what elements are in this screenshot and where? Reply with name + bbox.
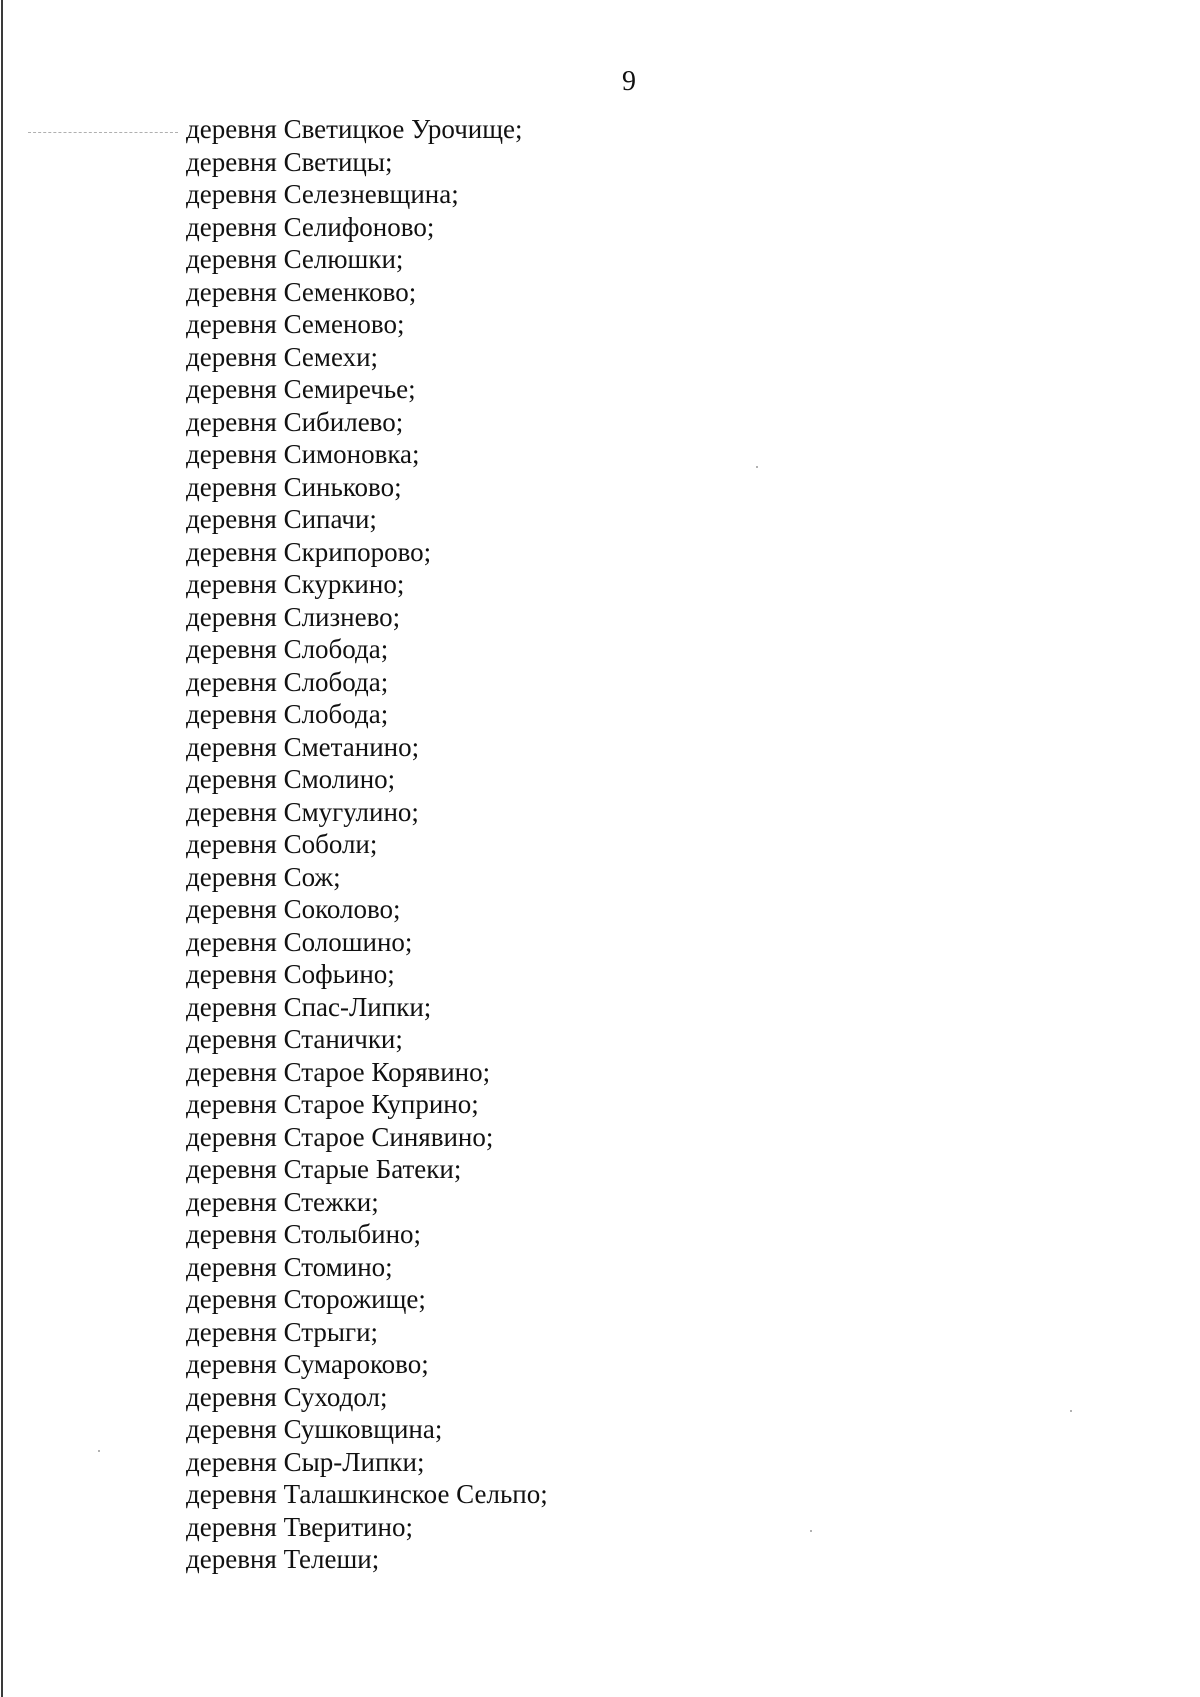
list-item: деревня Сибилево; bbox=[186, 406, 404, 437]
list-item: деревня Селезневщина; bbox=[186, 179, 459, 209]
list-item: деревня Синьково; bbox=[186, 471, 402, 502]
list-item: деревня Скуркино; bbox=[186, 569, 405, 599]
list-item: деревня Светицкое Урочище; bbox=[186, 114, 523, 144]
list-item: деревня Семиречье; bbox=[186, 374, 416, 404]
list-item: деревня Селифоново; bbox=[186, 211, 435, 242]
list-item: деревня Соколово; bbox=[186, 894, 401, 924]
settlement-list bbox=[186, 113, 548, 1576]
list-item: деревня Слобода; bbox=[186, 699, 389, 729]
list-item: деревня Семехи; bbox=[186, 341, 379, 372]
list-item: деревня Сож; bbox=[186, 861, 341, 892]
list-item: деревня Сумароково; bbox=[186, 1349, 429, 1379]
list-item: деревня Слобода; bbox=[186, 666, 389, 697]
list-item: деревня Стрыги; bbox=[186, 1316, 379, 1347]
list-item: деревня Старое Корявино; bbox=[186, 1056, 491, 1087]
list-item: деревня Сушковщина; bbox=[186, 1414, 443, 1444]
scan-speck bbox=[756, 466, 758, 468]
list-item: деревня Слобода; bbox=[186, 634, 389, 664]
list-item: деревня Стежки; bbox=[186, 1186, 379, 1217]
list-item: деревня Семеново; bbox=[186, 309, 405, 339]
list-item: деревня Талашкинское Сельпо; bbox=[186, 1479, 548, 1509]
list-item: деревня Тверитино; bbox=[186, 1511, 413, 1542]
list-item: деревня Светицы; bbox=[186, 146, 393, 177]
scan-speck bbox=[1070, 1410, 1072, 1412]
scan-speck bbox=[98, 1450, 100, 1452]
list-item: деревня Стомино; bbox=[186, 1251, 393, 1282]
page-number: 9 bbox=[622, 66, 636, 97]
scan-dotted-mark bbox=[28, 132, 178, 133]
list-item: деревня Сторожище; bbox=[186, 1284, 426, 1314]
list-item: деревня Софьино; bbox=[186, 959, 395, 989]
list-item: деревня Телеши; bbox=[186, 1544, 380, 1574]
list-item: деревня Суходол; bbox=[186, 1381, 388, 1412]
list-item: деревня Сметанино; bbox=[186, 731, 420, 762]
scan-speck bbox=[810, 1530, 812, 1532]
list-item: деревня Соболи; bbox=[186, 829, 378, 859]
list-item: деревня Старое Куприно; bbox=[186, 1089, 479, 1119]
list-item: деревня Семенково; bbox=[186, 276, 417, 307]
list-item: деревня Смугулино; bbox=[186, 796, 419, 827]
list-item: деревня Сыр-Липки; bbox=[186, 1446, 425, 1477]
scan-edge-line bbox=[1, 0, 3, 1697]
list-item: деревня Симоновка; bbox=[186, 439, 420, 469]
list-item: деревня Сипачи; bbox=[186, 504, 377, 534]
list-item: деревня Селюшки; bbox=[186, 244, 404, 274]
list-item: деревня Старые Батеки; bbox=[186, 1154, 462, 1184]
list-item: деревня Солошино; bbox=[186, 926, 413, 957]
list-item: деревня Старое Синявино; bbox=[186, 1121, 494, 1152]
list-item: деревня Столыбино; bbox=[186, 1219, 422, 1249]
list-item: деревня Спас-Липки; bbox=[186, 991, 432, 1022]
list-item: деревня Станички; bbox=[186, 1024, 403, 1054]
list-item: деревня Слизнево; bbox=[186, 601, 401, 632]
list-item: деревня Скрипорово; bbox=[186, 536, 432, 567]
list-item: деревня Смолино; bbox=[186, 764, 396, 794]
